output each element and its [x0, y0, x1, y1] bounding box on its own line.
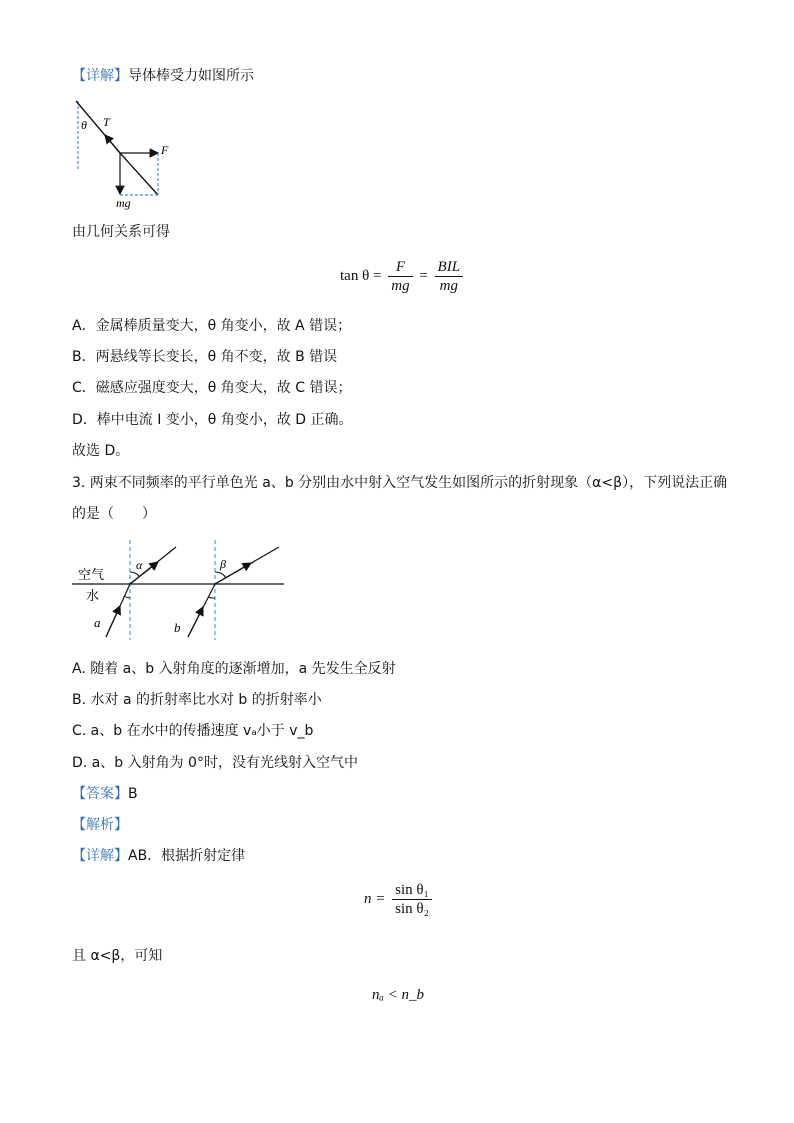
option-1-D: D．棒中电流 I 变小，θ 角变小，故 D 正确。: [72, 412, 353, 428]
option-1-B: B．两悬线等长变长，θ 角不变，故 B 错误: [72, 349, 338, 365]
question-3-line-1: 3. 两束不同频率的平行单色光 a、b 分别由水中射入空气发生如图所示的折射现象（α<β），下列说法正确: [72, 475, 728, 491]
ray-a-label: a: [94, 615, 101, 630]
formula-tan-lhs: tan θ =: [340, 267, 382, 284]
frac2-numerator: BIL: [435, 258, 464, 277]
force-label: F: [161, 143, 169, 157]
detail-line-1: [72, 66, 254, 86]
detail-line-2: [72, 846, 245, 866]
sin-denominator: sin θ₂: [395, 901, 429, 917]
detail-bracket: 【详解】: [72, 68, 128, 84]
analysis-label: 【解析】: [72, 817, 128, 833]
option-3-B: B. 水对 a 的折射率比水对 b 的折射率小: [72, 692, 322, 708]
water-label: 水: [86, 589, 100, 604]
alpha-label: α: [136, 558, 143, 572]
option-1-C: C．磁感应强度变大，θ 角变大，故 C 错误；: [72, 380, 352, 396]
option-3-D: D. a、b 入射角为 0°时，没有光线射入空气中: [72, 755, 358, 771]
answer-bracket: 【答案】: [72, 786, 128, 802]
formula-inequality: nₐ < n_b: [372, 987, 425, 1003]
formula-snell: [364, 881, 435, 918]
ray-b-label: b: [174, 620, 181, 635]
refraction-diagram: [70, 535, 290, 645]
sin-numerator: sin θ₁: [392, 881, 432, 900]
theta-label: θ: [81, 118, 87, 132]
geometry-text: 由几何关系可得: [72, 224, 170, 240]
question-3-line-2: 的是（ ）: [72, 506, 156, 522]
fraction-sin: [392, 881, 432, 918]
detail2-text: AB．根据折射定律: [128, 848, 246, 864]
option-3-A: A. 随着 a、b 入射角度的逐渐增加，a 先发生全反射: [72, 661, 396, 677]
detail-text: 导体棒受力如图所示: [128, 68, 254, 84]
answer-value: B: [128, 786, 138, 802]
formula-tan: [340, 258, 466, 295]
frac1-numerator: F: [388, 258, 412, 277]
option-1-A: A．金属棒质量变大，θ 角变小，故 A 错误；: [72, 318, 352, 334]
fraction-bil-mg: [435, 258, 464, 295]
force-diagram: [70, 98, 190, 213]
tension-label: T: [103, 115, 110, 129]
formula-snell-lhs: n =: [364, 890, 386, 907]
detail2-bracket: 【详解】: [72, 848, 128, 864]
formula-equals: =: [419, 267, 428, 284]
frac1-denominator: mg: [391, 278, 410, 294]
condition-text: 且 α<β，可知: [72, 948, 163, 964]
fraction-f-mg: [388, 258, 412, 295]
answer-line: [72, 784, 138, 804]
gravity-label: mg: [116, 196, 131, 210]
choose-text: 故选 D。: [72, 443, 130, 459]
air-label: 空气: [78, 568, 105, 583]
frac2-denominator: mg: [439, 278, 458, 294]
option-3-C: C. a、b 在水中的传播速度 vₐ小于 v_b: [72, 723, 314, 739]
beta-label: β: [220, 557, 226, 571]
